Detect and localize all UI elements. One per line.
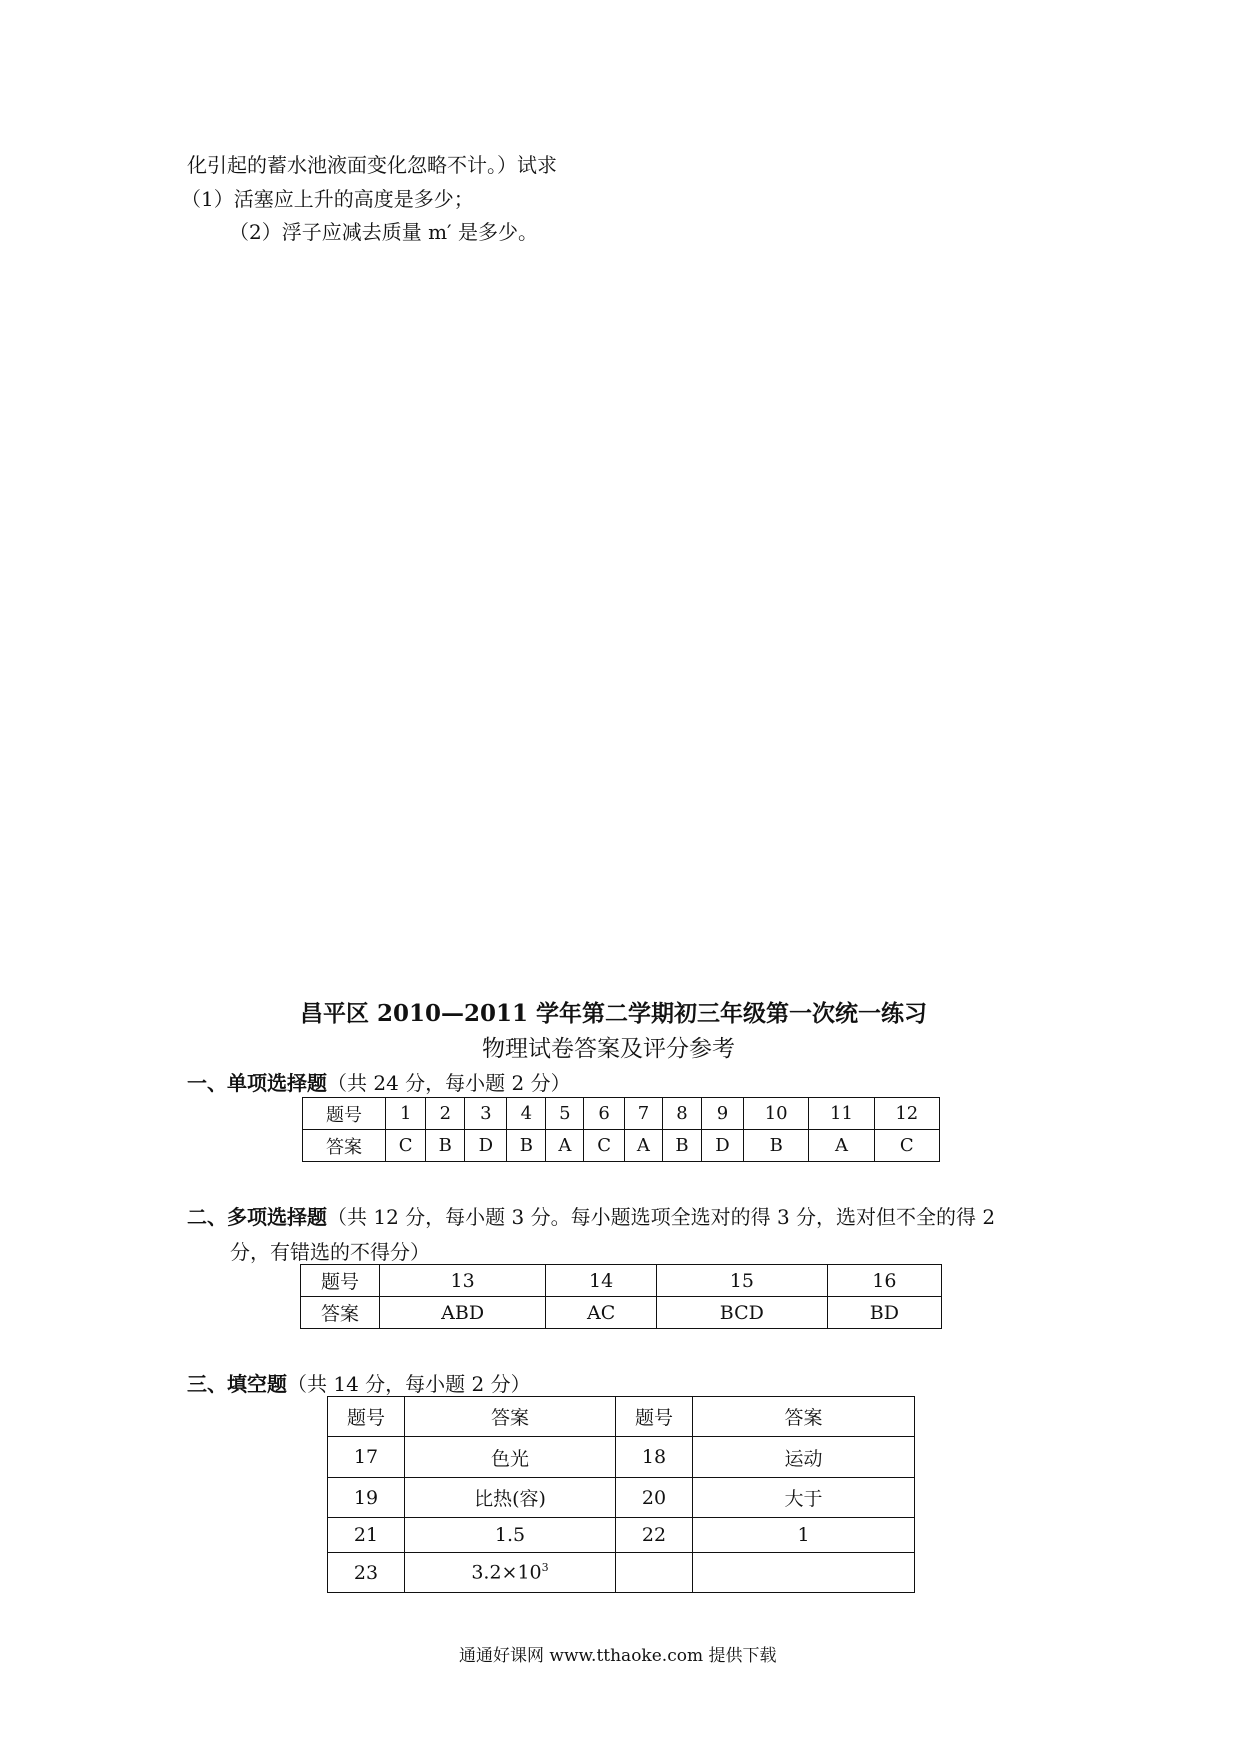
table-cell: 8 [663,1098,702,1130]
table-cell: ABD [380,1297,546,1329]
column-header: 答案 [405,1397,616,1437]
table-cell: 21 [328,1518,405,1553]
section-1-title: 一、单项选择题 [187,1071,327,1095]
fill-in-table [327,1396,915,1593]
table-cell: 19 [328,1478,405,1518]
table-cell: 18 [616,1437,693,1478]
table-row [328,1553,915,1593]
table-cell: 20 [616,1478,693,1518]
section-1-note: （共 24 分，每小题 2 分） [327,1071,571,1095]
row-label: 题号 [301,1265,380,1297]
row-label: 题号 [303,1098,386,1130]
table-cell [616,1553,693,1593]
answer-key-subtitle: 物理试卷答案及评分参考 [482,1036,735,1062]
table-cell: C [386,1130,426,1162]
table-row [328,1518,915,1553]
table-row [301,1297,942,1329]
table-row [303,1130,940,1162]
table-cell: A [809,1130,874,1162]
table-cell: BCD [657,1297,828,1329]
table-cell: 4 [507,1098,546,1130]
column-header: 答案 [693,1397,915,1437]
table-cell: A [624,1130,662,1162]
table-cell: 23 [328,1553,405,1593]
row-label: 答案 [301,1297,380,1329]
table-cell: 1 [386,1098,426,1130]
section-1-heading [187,1067,571,1096]
table-cell: 5 [546,1098,584,1130]
table-row [303,1098,940,1130]
column-header: 题号 [616,1397,693,1437]
column-header: 题号 [328,1397,405,1437]
table-cell [405,1553,616,1593]
table-cell: 1.5 [405,1518,616,1553]
multi-choice-table [300,1264,942,1329]
section-2-heading [187,1201,995,1230]
section-2-note-continued: 分，有错选的不得分） [230,1240,430,1264]
section-2-note: （共 12 分，每小题 3 分。每小题选项全选对的得 3 分，选对但不全的得 2 [327,1205,996,1229]
table-cell: C [874,1130,939,1162]
table-cell: B [744,1130,809,1162]
table-cell: 7 [624,1098,662,1130]
table-cell: 10 [744,1098,809,1130]
table-cell: 2 [426,1098,465,1130]
page-footer: 通通好课网 www.tthaoke.com 提供下载 [459,1646,777,1666]
section-2-title: 二、多项选择题 [187,1205,327,1229]
table-row [328,1397,915,1437]
answer-base: 3.2×10 [471,1561,542,1584]
question-text-line: 化引起的蓄水池液面变化忽略不计。）试求 [187,153,557,177]
table-cell: 11 [809,1098,874,1130]
section-3-heading [187,1368,531,1397]
table-cell: 17 [328,1437,405,1478]
table-cell: 运动 [693,1437,915,1478]
table-cell: 14 [546,1265,657,1297]
table-cell: 1 [693,1518,915,1553]
table-cell: 12 [874,1098,939,1130]
table-cell: B [426,1130,465,1162]
table-cell: B [663,1130,702,1162]
section-3-title: 三、填空题 [187,1372,287,1396]
table-cell: AC [546,1297,657,1329]
table-cell: 6 [584,1098,624,1130]
question-part-1: （1）活塞应上升的高度是多少； [181,187,474,211]
single-choice-table [302,1097,940,1162]
table-cell: D [701,1130,743,1162]
table-cell: 13 [380,1265,546,1297]
table-cell: C [584,1130,624,1162]
table-cell: 比热(容) [405,1478,616,1518]
table-row [301,1265,942,1297]
question-part-2: （2）浮子应减去质量 m′ 是多少。 [229,220,538,244]
answer-key-title: 昌平区 2010—2011 学年第二学期初三年级第一次统一练习 [300,1000,928,1027]
table-cell: 大于 [693,1478,915,1518]
table-row [328,1478,915,1518]
table-cell [693,1553,915,1593]
table-row [328,1437,915,1478]
table-cell: 3 [465,1098,507,1130]
table-cell: 16 [827,1265,941,1297]
table-cell: D [465,1130,507,1162]
table-cell: 9 [701,1098,743,1130]
table-cell: A [546,1130,584,1162]
table-cell: B [507,1130,546,1162]
table-cell: 22 [616,1518,693,1553]
table-cell: 色光 [405,1437,616,1478]
row-label: 答案 [303,1130,386,1162]
table-cell: BD [827,1297,941,1329]
section-3-note: （共 14 分，每小题 2 分） [287,1372,531,1396]
table-cell: 15 [657,1265,828,1297]
answer-exponent: 3 [541,1561,549,1575]
